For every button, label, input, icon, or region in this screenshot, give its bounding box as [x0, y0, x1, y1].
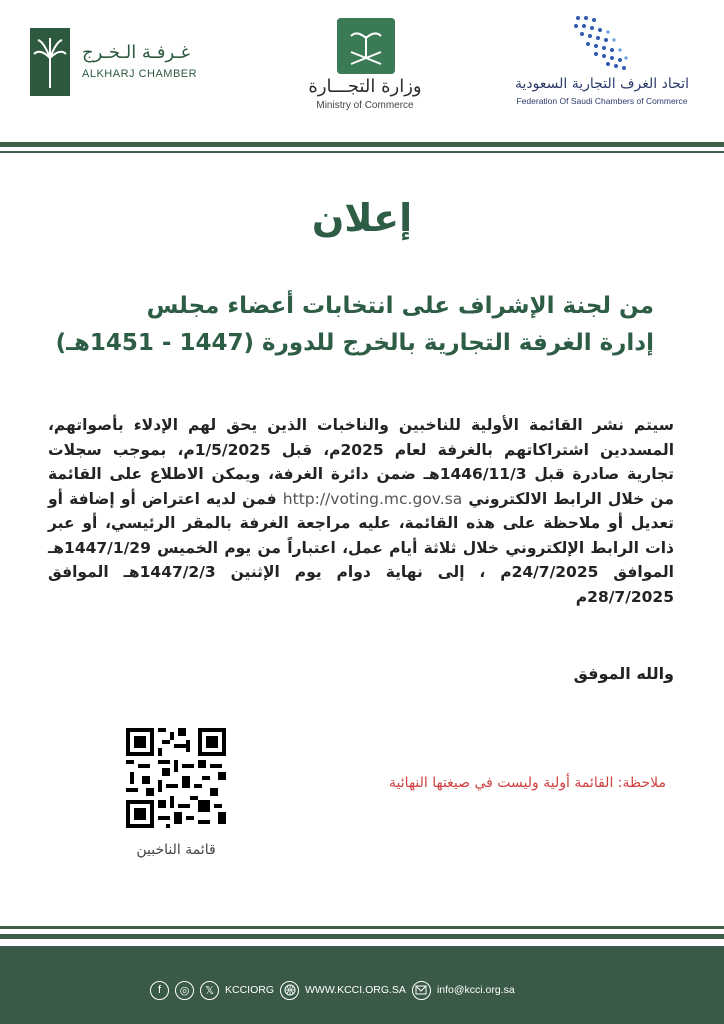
footer-rule-thick [0, 934, 724, 939]
voting-link[interactable]: http://voting.mc.gov.sa [282, 489, 463, 508]
website-link[interactable]: WWW.KCCI.ORG.SA [305, 984, 406, 996]
closing-text: والله الموفق [573, 664, 674, 683]
palm-tree-icon [30, 28, 70, 96]
header-rule-thick [0, 142, 724, 147]
ministry-logo [300, 16, 430, 112]
ministry-name-en: Ministry of Commerce [316, 100, 414, 111]
announcement-subtitle [54, 288, 654, 362]
body-text-part-1: سيتم نشر القائمة الأولية للناخبين والناخبات الذين يحق لهم الإدلاء بأصواتهم، المسددين اشتراكاتهم بالغرفة لعام 2025م، قبل 1/5/2025م، بموجب سجلات تجارية صادرة قبل 1446/11/3هـ ضمن دائرة الغرفة، ويمكن الاطلاع على القائمة من خلال الرابط الالكتروني [48, 416, 675, 508]
subtitle-line-2: إدارة الغرفة التجارية بالخرج للدورة (1447 - 1451هـ) [55, 330, 654, 356]
dotted-globe-icon [568, 10, 634, 72]
alkharj-chamber-logo [30, 28, 200, 98]
announcement-body [48, 413, 674, 609]
email-link[interactable]: info@kcci.org.sa [436, 984, 515, 996]
qr-label: قائمة الناخبين [136, 842, 216, 858]
alkharj-name-en: ALKHARJ CHAMBER [82, 68, 198, 80]
globe-icon [280, 981, 299, 1000]
instagram-icon[interactable]: ◎ [175, 981, 194, 1000]
body-text-part-2: فمن لديه اعتراض أو إضافة أو تعديل أو ملاحظة على هذه القائمة، عليه مراجعة الغرفة بالمقر الرئيسي، أو عبر ذات الرابط الإلكتروني خلال ثلاثة أيام عمل، اعتباراً من يوم الخميس 1447/1/29هـ الموافق 24/7/2025م ، إلى نهاية دوام يوم الإثنين 1447/2/3هـ الموافق 28/7/2025م [48, 489, 674, 606]
federation-name-ar: اتحاد الغرف التجارية السعودية [515, 76, 689, 92]
footer-contacts [150, 979, 515, 1001]
subtitle-line-1: من لجنة الإشراف على انتخابات أعضاء مجلس [146, 293, 654, 319]
header-rule-thin [0, 151, 724, 153]
saudi-emblem-icon [337, 18, 395, 74]
facebook-icon[interactable]: f [150, 981, 169, 1000]
footer-bar [0, 946, 724, 1024]
footer-rule-thin [0, 926, 724, 929]
qr-code-icon[interactable] [126, 728, 226, 828]
alkharj-name-ar: غـرفـة الـخـرج [82, 42, 191, 63]
note-text: ملاحظة: القائمة أولية وليست في صيغتها النهائية [389, 775, 666, 791]
mail-icon [412, 981, 431, 1000]
federation-name-en: Federation Of Saudi Chambers of Commerce [516, 96, 688, 106]
ministry-name-ar: وزارة التجـــارة [308, 76, 422, 97]
social-handle[interactable]: KCCIORG [225, 984, 275, 996]
federation-logo [512, 10, 692, 110]
x-icon[interactable]: 𝕏 [200, 981, 219, 1000]
announcement-title: إعلان [311, 196, 413, 240]
